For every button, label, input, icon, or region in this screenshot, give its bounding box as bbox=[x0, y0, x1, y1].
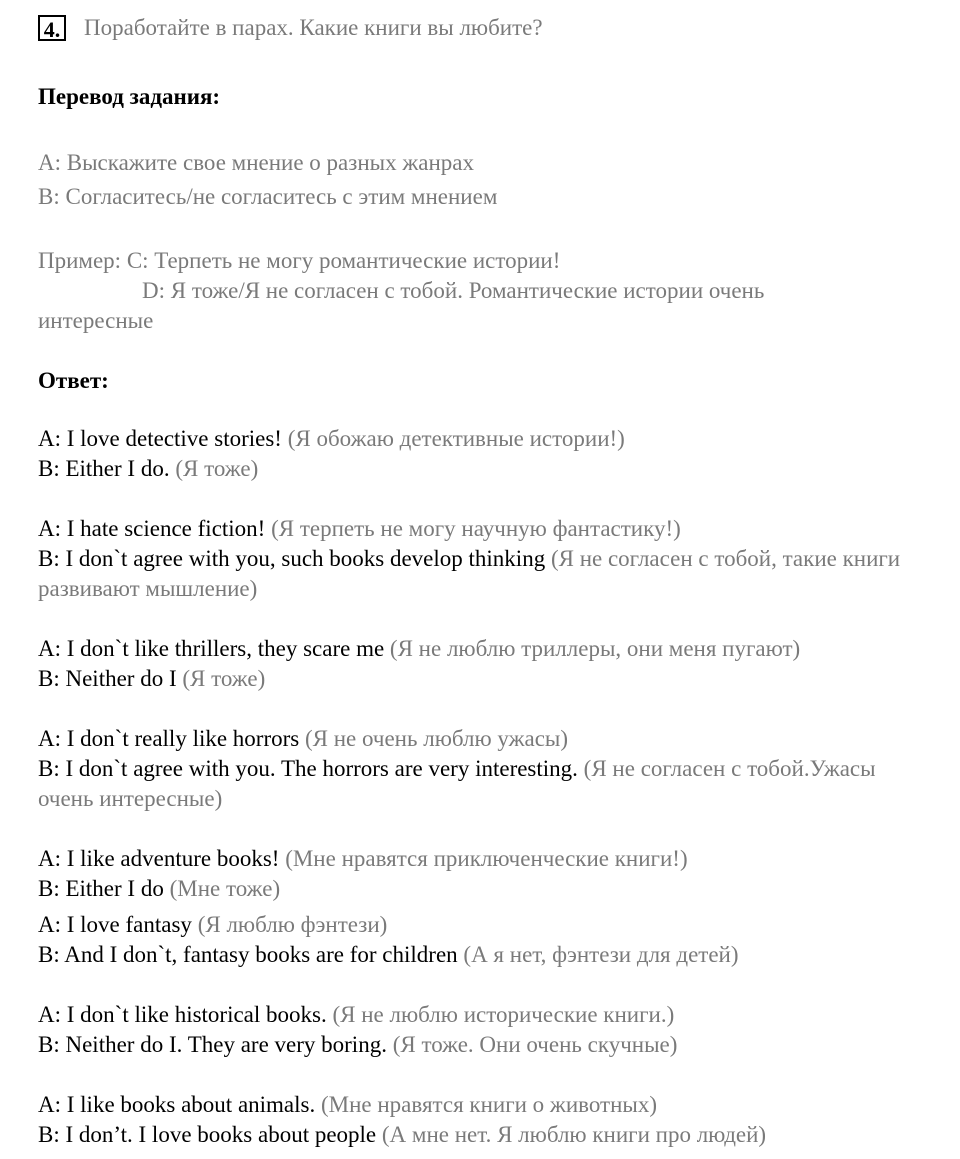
line-russian: (Я тоже. Они очень скучные) bbox=[392, 1032, 678, 1057]
example-line-d: D: Я тоже/Я не согласен с тобой. Романтические истории очень bbox=[142, 278, 765, 303]
dialog-line-b bbox=[38, 940, 918, 970]
dialog-line-a bbox=[38, 1090, 918, 1120]
line-english: A: I like books about animals. bbox=[38, 1092, 316, 1117]
line-english: A: I don`t really like horrors bbox=[38, 726, 300, 751]
task-number: 4. bbox=[38, 15, 66, 41]
task-header bbox=[38, 12, 918, 44]
line-english: A: I love detective stories! bbox=[38, 426, 282, 451]
dialog-line-b bbox=[38, 664, 918, 694]
dialog-line-a bbox=[38, 514, 918, 544]
line-english: B: I don’t. I love books about people bbox=[38, 1122, 377, 1147]
line-russian: (Я люблю фэнтези) bbox=[197, 912, 388, 937]
line-russian: (Я не люблю исторические книги.) bbox=[332, 1002, 675, 1027]
line-russian: (Я терпеть не могу научную фантастику!) bbox=[271, 516, 681, 541]
line-english: A: I don`t like thrillers, they scare me bbox=[38, 636, 385, 661]
line-russian: (Я не очень люблю ужасы) bbox=[304, 726, 569, 751]
line-english: B: I don`t agree with you, such books develop thinking bbox=[38, 546, 546, 571]
dialog-pair bbox=[38, 634, 918, 694]
line-russian: (Я не согласен с тобой, такие книги развивают мышление) bbox=[38, 546, 901, 601]
line-russian: (А я нет, фэнтези для детей) bbox=[463, 942, 739, 967]
line-english: A: I love fantasy bbox=[38, 912, 192, 937]
dialog-pair bbox=[38, 844, 918, 904]
document-page bbox=[38, 12, 918, 1150]
translation-lines bbox=[38, 148, 918, 212]
dialog-line-b bbox=[38, 1030, 918, 1060]
dialog-line-a bbox=[38, 910, 918, 940]
dialog-pair bbox=[38, 514, 918, 604]
dialog-line-a bbox=[38, 424, 918, 454]
line-english: B: Either I do bbox=[38, 876, 164, 901]
dialog-line-b bbox=[38, 544, 918, 604]
line-russian: (Я обожаю детективные истории!) bbox=[287, 426, 625, 451]
answer-dialogs bbox=[38, 424, 918, 1150]
line-english: B: I don`t agree with you. The horrors are very interesting. bbox=[38, 756, 578, 781]
dialog-line-b bbox=[38, 754, 918, 814]
line-russian: (А мне нет. Я люблю книги про людей) bbox=[381, 1122, 767, 1147]
dialog-line-b bbox=[38, 454, 918, 484]
task-text: Поработайте в парах. Какие книги вы любите? bbox=[84, 15, 543, 40]
line-russian: (Я тоже) bbox=[182, 666, 266, 691]
line-russian: (Я тоже) bbox=[175, 456, 259, 481]
dialog-pair bbox=[38, 724, 918, 814]
line-russian: (Я не согласен с тобой.Ужасы очень интересные) bbox=[38, 756, 876, 811]
dialog-pair bbox=[38, 910, 918, 970]
answer-heading: Ответ: bbox=[38, 368, 109, 393]
line-english: A: I hate science fiction! bbox=[38, 516, 266, 541]
dialog-line-a bbox=[38, 844, 918, 874]
dialog-line-b bbox=[38, 1120, 918, 1150]
example-line-d-cont: интересные bbox=[38, 308, 154, 333]
line-english: B: Either I do. bbox=[38, 456, 170, 481]
dialog-line-a bbox=[38, 1000, 918, 1030]
line-russian: (Мне нравятся книги о животных) bbox=[321, 1092, 658, 1117]
line-russian: (Мне тоже) bbox=[169, 876, 281, 901]
line-english: A: I like adventure books! bbox=[38, 846, 280, 871]
dialog-pair bbox=[38, 1090, 918, 1150]
line-russian: (Я не люблю триллеры, они меня пугают) bbox=[389, 636, 801, 661]
line-english: A: I don`t like historical books. bbox=[38, 1002, 327, 1027]
translation-line-b: B: Согласитесь/не согласитесь с этим мнением bbox=[38, 184, 498, 209]
dialog-line-b bbox=[38, 874, 918, 904]
translation-line-a: A: Выскажите свое мнение о разных жанрах bbox=[38, 150, 474, 175]
line-english: B: And I don`t, fantasy books are for children bbox=[38, 942, 458, 967]
dialog-pair bbox=[38, 1000, 918, 1060]
line-russian: (Мне нравятся приключенческие книги!) bbox=[285, 846, 688, 871]
line-english: B: Neither do I bbox=[38, 666, 177, 691]
translation-example bbox=[38, 246, 918, 336]
example-line-c: Пример: C: Терпеть не могу романтические истории! bbox=[38, 248, 561, 273]
line-english: B: Neither do I. They are very boring. bbox=[38, 1032, 387, 1057]
dialog-pair bbox=[38, 424, 918, 484]
dialog-line-a bbox=[38, 724, 918, 754]
dialog-line-a bbox=[38, 634, 918, 664]
translation-heading: Перевод задания: bbox=[38, 84, 221, 109]
